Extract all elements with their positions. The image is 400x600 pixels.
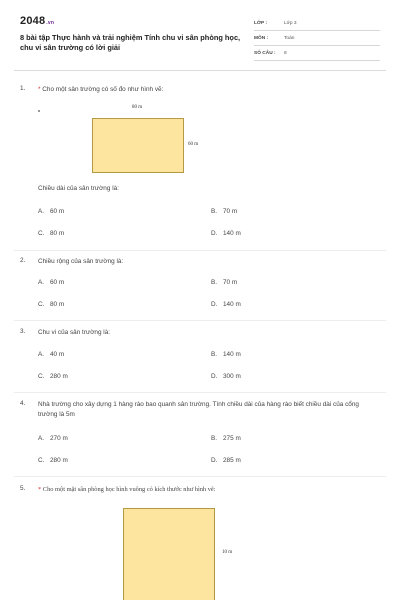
option-a[interactable]: A. 270 m bbox=[38, 435, 68, 442]
question-number: 1. bbox=[20, 85, 26, 92]
option-a[interactable]: A. 60 m bbox=[38, 208, 65, 215]
meta-row-subject bbox=[254, 31, 380, 46]
question-separator bbox=[14, 476, 386, 477]
figure-side-label: 10 m bbox=[222, 550, 233, 555]
meta-value: 8 bbox=[284, 50, 287, 56]
option-d[interactable]: D. 140 m bbox=[211, 230, 241, 237]
option-c[interactable]: C. 280 m bbox=[38, 457, 68, 464]
question-subtext: Chiều dài của sân trường là: bbox=[38, 185, 119, 192]
question-text bbox=[38, 485, 380, 495]
question-number: 4. bbox=[20, 400, 26, 407]
option-a[interactable]: A. 40 m bbox=[38, 351, 65, 358]
question-text bbox=[38, 85, 380, 95]
site-logo[interactable] bbox=[20, 15, 54, 27]
question-number: 5. bbox=[20, 485, 26, 492]
classroom-square bbox=[123, 508, 215, 600]
header-divider bbox=[14, 70, 386, 71]
star-marker: * bbox=[38, 86, 41, 93]
option-d[interactable]: D. 140 m bbox=[211, 301, 241, 308]
question-number: 2. bbox=[20, 257, 26, 264]
option-b[interactable]: B. 70 m bbox=[211, 279, 238, 286]
document-title: 8 bài tập Thực hành và trải nghiệm Tính chu vi sân phòng học, chu vi sân trường có lời giải bbox=[20, 33, 241, 52]
question-text: Chiều rộng của sân trường là: bbox=[38, 258, 124, 265]
option-b[interactable]: B. 140 m bbox=[211, 351, 241, 358]
figure-top-label: 80 m bbox=[132, 105, 143, 110]
question-separator bbox=[14, 250, 386, 251]
meta-key: SỐ CÂU : bbox=[254, 50, 276, 56]
question-text: Nhà trường cho xây dựng 1 hàng rào bao quanh sân trường. Tính chiều dài của hàng rào biết chiều dài của cổng trường là 5m bbox=[38, 401, 359, 418]
meta-key: MÔN : bbox=[254, 35, 269, 41]
option-a[interactable]: A. 60 m bbox=[38, 279, 65, 286]
meta-value: Lớp 3 bbox=[284, 20, 297, 26]
meta-info bbox=[254, 16, 380, 61]
option-b[interactable]: B. 70 m bbox=[211, 208, 238, 215]
question-number: 3. bbox=[20, 328, 26, 335]
option-d[interactable]: D. 300 m bbox=[211, 373, 241, 380]
question-text: Chu vi của sân trường là: bbox=[38, 329, 111, 336]
option-c[interactable]: C. 80 m bbox=[38, 301, 65, 308]
meta-row-class bbox=[254, 16, 380, 31]
page-header bbox=[0, 0, 400, 62]
option-d[interactable]: D. 285 m bbox=[211, 457, 241, 464]
figure-side-label: 60 m bbox=[188, 142, 199, 147]
option-b[interactable]: B. 275 m bbox=[211, 435, 241, 442]
meta-value: Toán bbox=[284, 35, 295, 41]
question-separator bbox=[14, 320, 386, 321]
option-c[interactable]: C. 280 m bbox=[38, 373, 68, 380]
meta-row-count bbox=[254, 46, 380, 61]
schoolyard-rectangle bbox=[92, 118, 184, 173]
dot-marker bbox=[38, 110, 40, 112]
question-separator bbox=[14, 392, 386, 393]
option-c[interactable]: C. 80 m bbox=[38, 230, 65, 237]
question-text-content: Cho một sân trường có số đo như hình vẽ: bbox=[40, 86, 164, 93]
logo-suffix: .vn bbox=[46, 20, 55, 26]
meta-key: LỚP : bbox=[254, 20, 268, 26]
logo-main: 2048 bbox=[20, 15, 46, 27]
question-text-content: Cho một mặt sân phòng học hình vuông có kích thước như hình vẽ: bbox=[41, 486, 216, 493]
star-marker: * bbox=[38, 486, 42, 493]
